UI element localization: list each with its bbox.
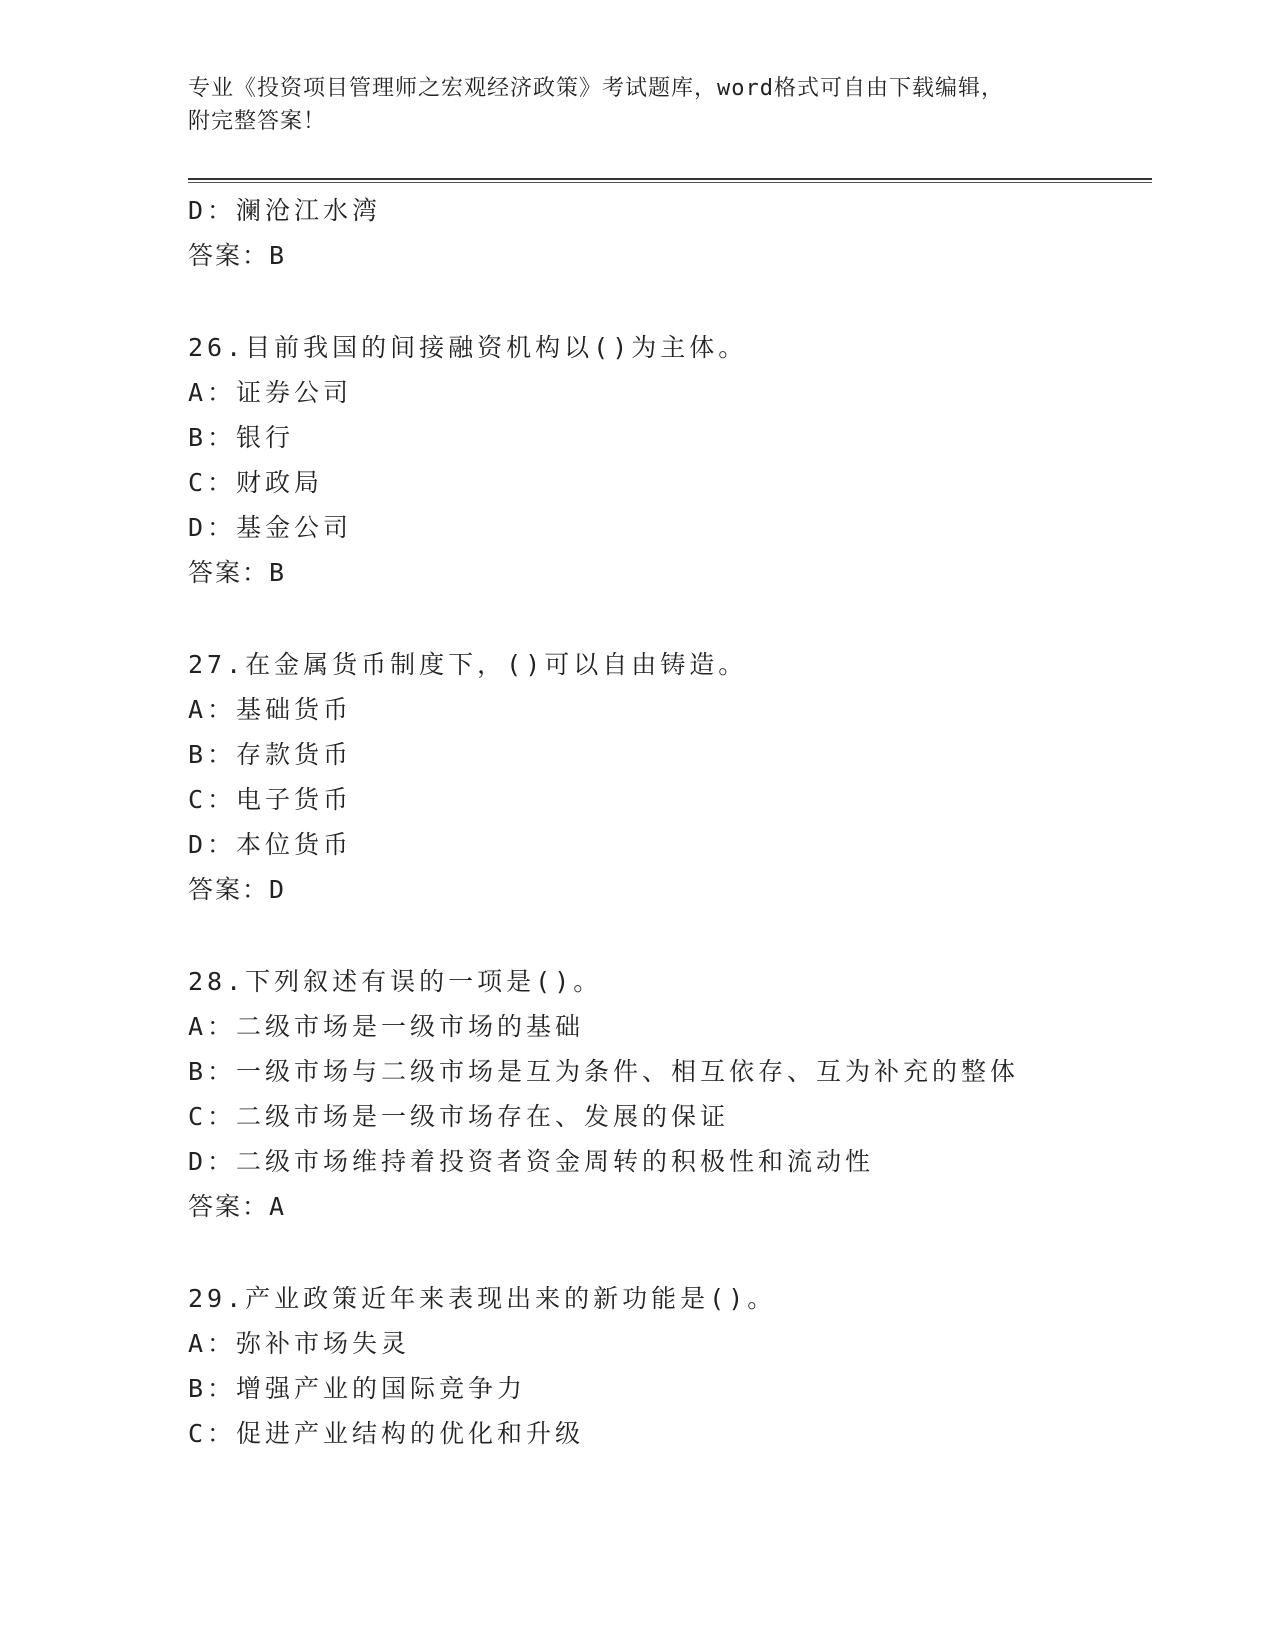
option-d: D：澜沧江水湾 xyxy=(188,196,382,225)
option-b: B：增强产业的国际竞争力 xyxy=(188,1374,527,1403)
question-block-25-tail xyxy=(188,188,1148,278)
option-c: C：电子货币 xyxy=(188,785,353,814)
option-a: A：二级市场是一级市场的基础 xyxy=(188,1012,585,1041)
option-b: B：一级市场与二级市场是互为条件、相互依存、互为补充的整体 xyxy=(188,1057,1020,1086)
page-header xyxy=(188,72,1068,138)
question-title: 27.在金属货币制度下，()可以自由铸造。 xyxy=(188,650,748,679)
answer-label: 答案：B xyxy=(188,241,287,270)
option-d: D：基金公司 xyxy=(188,513,353,542)
header-line-1: 专业《投资项目管理师之宏观经济政策》考试题库，word格式可自由下载编辑， xyxy=(188,76,1004,101)
option-c: C：促进产业结构的优化和升级 xyxy=(188,1419,585,1448)
answer-label: 答案：D xyxy=(188,875,287,904)
option-c: C：财政局 xyxy=(188,468,324,497)
option-a: A：证券公司 xyxy=(188,378,353,407)
question-block-29 xyxy=(188,1276,1148,1456)
question-list xyxy=(188,188,1148,1456)
option-b: B：银行 xyxy=(188,423,295,452)
option-d: D：二级市场维持着投资者资金周转的积极性和流动性 xyxy=(188,1147,875,1176)
option-c: C：二级市场是一级市场存在、发展的保证 xyxy=(188,1102,730,1131)
question-block-28 xyxy=(188,959,1148,1229)
option-b: B：存款货币 xyxy=(188,740,353,769)
question-block-26 xyxy=(188,325,1148,595)
question-title: 29.产业政策近年来表现出来的新功能是()。 xyxy=(188,1284,777,1313)
question-title: 26.目前我国的间接融资机构以()为主体。 xyxy=(188,333,748,362)
option-d: D：本位货币 xyxy=(188,830,353,859)
option-a: A：弥补市场失灵 xyxy=(188,1329,411,1358)
header-line-2: 附完整答案！ xyxy=(188,109,327,134)
question-title: 28.下列叙述有误的一项是()。 xyxy=(188,967,603,996)
answer-label: 答案：B xyxy=(188,558,287,587)
question-block-27 xyxy=(188,642,1148,912)
header-divider-thick xyxy=(188,178,1152,180)
option-a: A：基础货币 xyxy=(188,695,353,724)
header-divider-thin xyxy=(188,182,1152,183)
answer-label: 答案：A xyxy=(188,1192,287,1221)
